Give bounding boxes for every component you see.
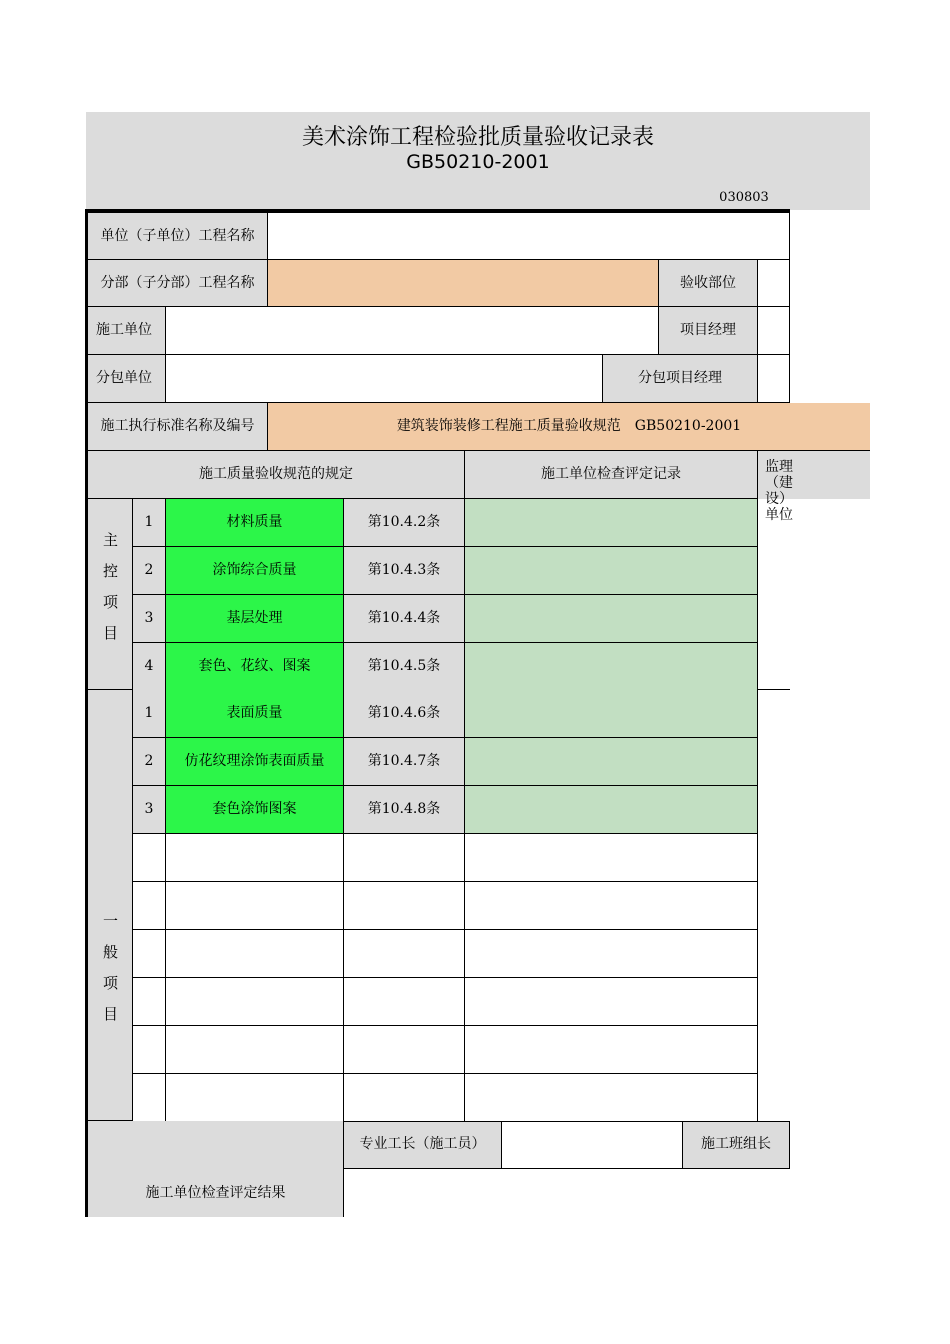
item-number: 2 (133, 547, 166, 595)
item-clause (344, 978, 465, 1026)
item-record[interactable] (465, 690, 758, 738)
item-number (133, 882, 166, 930)
item-name (166, 1074, 344, 1122)
item-clause: 第10.4.6条 (344, 690, 465, 738)
main-supervisor-cell[interactable] (758, 499, 790, 690)
item-name (166, 1026, 344, 1074)
item-name: 仿花纹理涂饰表面质量 (166, 738, 344, 786)
item-number: 2 (133, 738, 166, 786)
item-record[interactable] (465, 1074, 758, 1122)
item-name (166, 930, 344, 978)
item-number (133, 930, 166, 978)
item-clause (344, 930, 465, 978)
item-clause (344, 1074, 465, 1122)
subcontract-unit-label: 分包单位 (88, 355, 166, 403)
item-record[interactable] (465, 643, 758, 691)
general-group-label (88, 690, 133, 1121)
spec-header: 施工质量验收规范的规定 (88, 451, 465, 499)
sub-project-label: 分部（子分部）工程名称 (88, 260, 268, 307)
item-name: 涂饰综合质量 (166, 547, 344, 595)
item-name: 套色、花纹、图案 (166, 643, 344, 691)
subcontract-manager-value[interactable] (758, 355, 790, 403)
supervisor-header: 监理（建设）单位 (765, 459, 793, 523)
subcontract-manager-label: 分包项目经理 (603, 355, 758, 403)
item-number (133, 834, 166, 882)
item-clause (344, 882, 465, 930)
item-number: 1 (133, 499, 166, 547)
main-group-label (88, 499, 133, 690)
item-clause: 第10.4.2条 (344, 499, 465, 547)
result-label: 施工单位检查评定结果 (145, 1185, 286, 1201)
record-header: 施工单位检查评定记录 (465, 451, 758, 499)
item-record[interactable] (465, 499, 758, 547)
foreman-label: 专业工长（施工员） (344, 1121, 502, 1169)
standard-value: 建筑装饰装修工程施工质量验收规范 GB50210-2001 (268, 403, 870, 451)
item-name: 表面质量 (166, 690, 344, 738)
item-record[interactable] (465, 595, 758, 643)
item-number: 1 (133, 690, 166, 738)
construction-unit-label: 施工单位 (88, 307, 166, 355)
page-title: 美术涂饰工程检验批质量验收记录表 (301, 125, 654, 150)
subcontract-unit-value[interactable] (166, 355, 603, 403)
item-number (133, 978, 166, 1026)
form-number: 030803 (719, 190, 769, 205)
construction-unit-value[interactable] (166, 307, 659, 355)
item-number: 3 (133, 595, 166, 643)
item-record[interactable] (465, 978, 758, 1026)
general-group-text: 一般项目 (101, 913, 119, 1037)
item-clause (344, 834, 465, 882)
unit-project-value[interactable] (268, 213, 790, 260)
item-name (166, 882, 344, 930)
team-leader-label: 施工班组长 (683, 1121, 790, 1169)
item-clause: 第10.4.7条 (344, 738, 465, 786)
acceptance-part-value[interactable] (758, 260, 790, 307)
item-number: 3 (133, 786, 166, 834)
item-record[interactable] (465, 930, 758, 978)
item-name (166, 978, 344, 1026)
item-clause: 第10.4.3条 (344, 547, 465, 595)
item-number (133, 1026, 166, 1074)
general-supervisor-cell[interactable] (758, 690, 790, 1121)
item-record[interactable] (465, 786, 758, 834)
sub-project-value[interactable] (268, 260, 659, 307)
project-manager-value[interactable] (758, 307, 790, 355)
item-name: 基层处理 (166, 595, 344, 643)
item-record[interactable] (465, 547, 758, 595)
item-clause: 第10.4.4条 (344, 595, 465, 643)
standard-code: GB50210-2001 (406, 151, 550, 173)
item-name (166, 834, 344, 882)
acceptance-part-label: 验收部位 (659, 260, 758, 307)
item-clause: 第10.4.8条 (344, 786, 465, 834)
foreman-value[interactable] (502, 1121, 683, 1169)
item-number: 4 (133, 643, 166, 691)
project-manager-label: 项目经理 (659, 307, 758, 355)
standard-label: 施工执行标准名称及编号 (88, 403, 268, 451)
item-name: 材料质量 (166, 499, 344, 547)
item-clause (344, 1026, 465, 1074)
item-record[interactable] (465, 1026, 758, 1074)
unit-project-label: 单位（子单位）工程名称 (88, 213, 268, 260)
item-record[interactable] (465, 882, 758, 930)
item-clause: 第10.4.5条 (344, 643, 465, 691)
item-number (133, 1074, 166, 1122)
result-label-cell (88, 1121, 344, 1217)
item-record[interactable] (465, 738, 758, 786)
item-record[interactable] (465, 834, 758, 882)
item-name: 套色涂饰图案 (166, 786, 344, 834)
main-group-text: 主控项目 (101, 532, 119, 656)
supervisor-header-cell (758, 451, 870, 523)
footer-rule (344, 1121, 790, 1122)
